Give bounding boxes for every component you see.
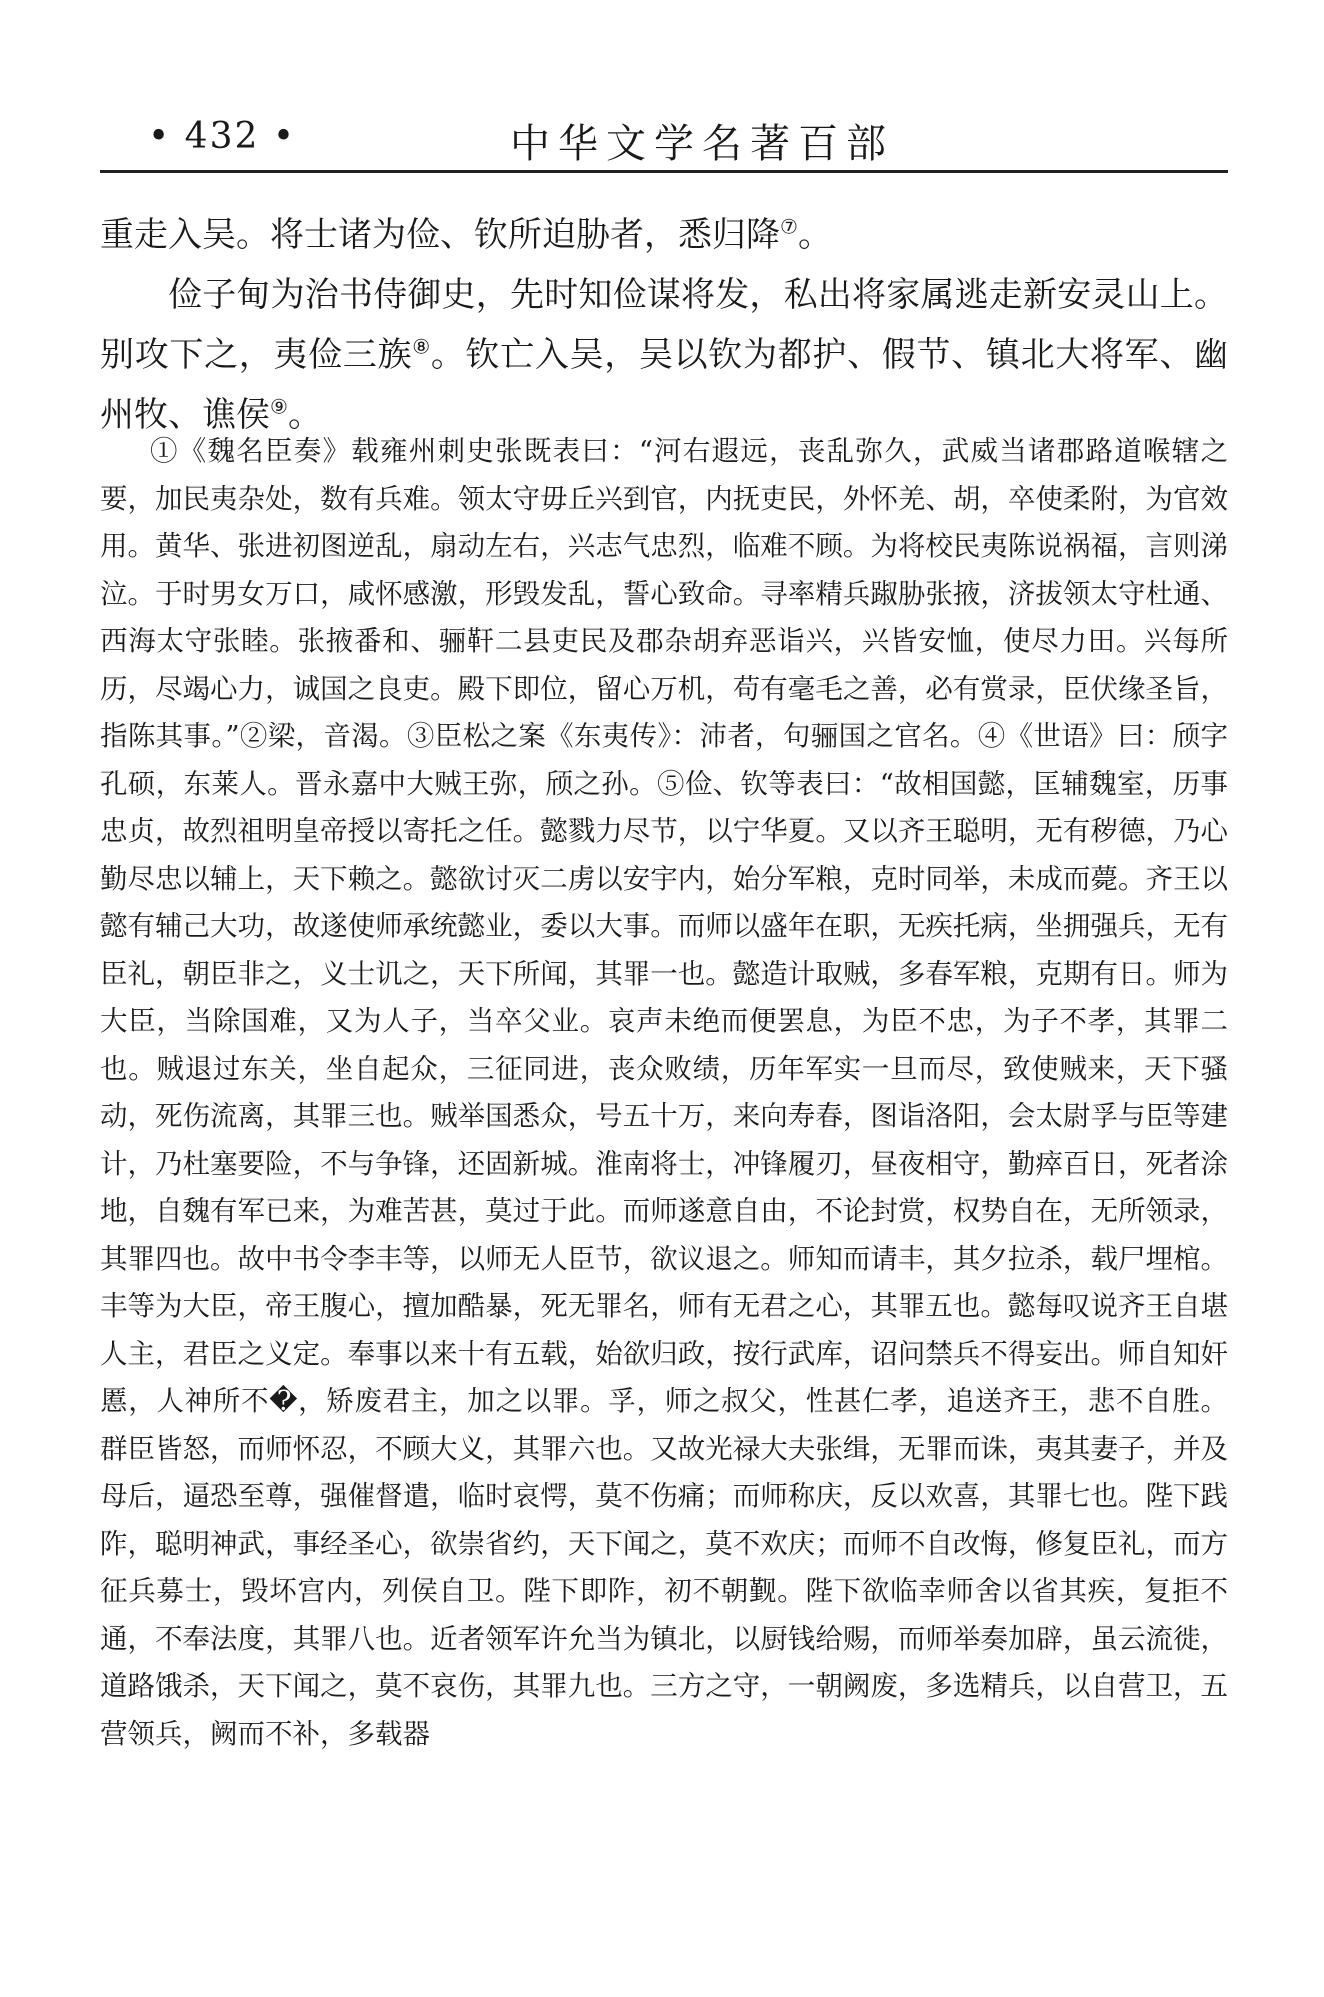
footnote-ref-7: ⑦	[780, 214, 798, 239]
paragraph-2-tail: 。	[287, 395, 322, 435]
paragraph-1-tail: 。	[797, 215, 832, 255]
footnote-ref-8: ⑧	[412, 334, 431, 359]
paragraph-1-text: 重走入吴。将士诸为俭、钦所迫胁者，悉归降	[100, 215, 780, 255]
header-divider	[100, 170, 1228, 173]
page-header	[100, 112, 1228, 172]
annotations: ①《魏名臣奏》载雍州刺史张既表曰：“河右遐远，丧乱弥久，武威当诸郡路道喉辖之要，加民夷杂处，数有兵难。领太守毋丘兴到官，内抚吏民，外怀羌、胡，卒使柔附，为官效用。黄华、张进初图逆乱，扇动左右，兴志气忠烈，临难不顾。为将校民夷陈说祸福，言则涕泣。于时男女万口，咸怀感激，形毁发乱，誓心致命。寻率精兵踧胁张掖，济拔领太守杜通、西海太守张睦。张掖番和、骊靬二县吏民及郡杂胡弃恶诣兴，兴皆安恤，使尽力田。兴每所历，尽竭心力，诚国之良吏。殿下即位，留心万机，苟有毫毛之善，必有赏录，臣伏缘圣旨，指陈其事。”②梁，音渴。③臣松之案《东夷传》：沛者，句骊国之官名。④《世语》曰：颀字孔硕，东莱人。晋永嘉中大贼王弥，颀之孙。⑤俭、钦等表曰：“故相国懿，匡辅魏室，历事忠贞，故烈祖明皇帝授以寄托之任。懿戮力尽节，以宁华夏。又以齐王聪明，无有秽德，乃心勤尽忠以辅上，天下赖之。懿欲讨灭二虏以安宇内，始分军粮，克时同举，未成而薨。齐王以懿有辅己大功，故遂使师承统懿业，委以大事。而师以盛年在职，无疾托病，坐拥强兵，无有臣礼，朝臣非之，义士讥之，天下所闻，其罪一也。懿造计取贼，多春军粮，克期有日。师为大臣，当除国难，又为人子，当卒父业。哀声未绝而便罢息，为臣不忠，为子不孝，其罪二也。贼退过东关，坐自起众，三征同进，丧众败绩，历年军实一旦而尽，致使贼来，天下骚动，死伤流离，其罪三也。贼举国悉众，号五十万，来向寿春，图诣洛阳，会太尉孚与臣等建计，乃杜塞要险，不与争锋，还固新城。淮南将士，冲锋履刃，昼夜相守，勤瘁百日，死者涂地，自魏有军已来，为难苦甚，莫过于此。而师遂意自由，不论封赏，权势自在，无所领录，其罪四也。故中书令李丰等，以师无人臣节，欲议退之。师知而请丰，其夕拉杀，载尸埋棺。丰等为大臣，帝王腹心，擅加酷暴，死无罪名，师有无君之心，其罪五也。懿每叹说齐王自堪人主，君臣之义定。奉事以来十有五载，始欲归政，按行武库，诏问禁兵不得妄出。师自知奸慝，人神所不�，矫废君主，加之以罪。孚，师之叔父，性甚仁孝，追送齐王，悲不自胜。群臣皆怒，而师怀忍，不顾大义，其罪六也。又故光禄大夫张缉，无罪而诛，夷其妻子，并及母后，逼恐至尊，强催督遣，临时哀愕，莫不伤痛；而师称庆，反以欢喜，其罪七也。陛下践阼，聪明神武，事经圣心，欲崇省约，天下闻之，莫不欢庆；而师不自改悔，修复臣礼，而方征兵募士，毁坏宫内，列侯自卫。陛下即阼，初不朝觐。陛下欲临幸师舍以省其疾，复拒不通，不奉法度，其罪八也。近者领军许允当为镇北，以厨钱给赐，而师举奏加辟，虽云流徙，道路饿杀，天下闻之，莫不哀伤，其罪九也。三方之守，一朝阙废，多选精兵，以自营卫，五营领兵，阙而不补，多载器	[100, 435, 1228, 1750]
book-title: 中华文学名著百部	[510, 121, 894, 167]
paragraph-1	[100, 205, 1228, 265]
page-number: • 432 •	[148, 116, 297, 157]
paragraph-2-text-2: 。钦亡入吴，吴以钦为都护、假节、镇北大将军、幽州牧、谯侯	[100, 335, 1229, 435]
paragraph-2	[100, 265, 1228, 445]
paragraph-2-text-1: 俭子甸为治书侍御史，先时知俭谋将发，私出将家属逃走新安灵山上。别攻下之，夷俭三族	[100, 275, 1228, 375]
footnote-ref-9: ⑨	[270, 394, 288, 419]
main-text	[100, 205, 1228, 445]
